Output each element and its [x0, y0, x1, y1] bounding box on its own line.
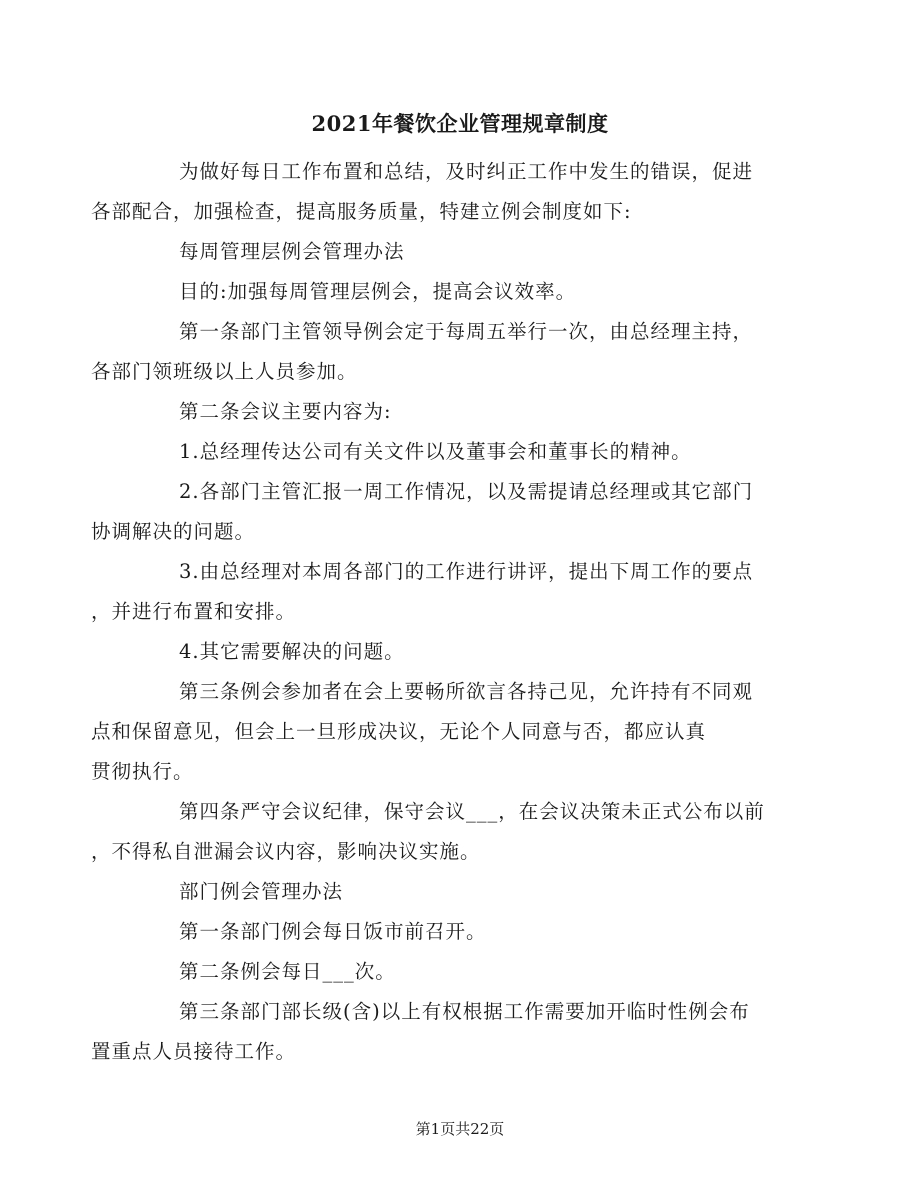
- paragraph-line: 协调解决的问题。: [91, 520, 256, 543]
- paragraph: [91, 672, 795, 792]
- paragraph: [135, 872, 795, 912]
- document-body: [91, 152, 795, 1072]
- paragraph-line: 1.总经理传达公司有关文件以及董事会和董事长的精神。: [179, 440, 692, 463]
- paragraph: [91, 992, 795, 1072]
- paragraph: [91, 312, 795, 392]
- paragraph-line: 第三条部门部长级(含)以上有权根据工作需要加开临时性例会布: [179, 1000, 750, 1023]
- paragraph-line: 第二条会议主要内容为:: [179, 400, 392, 423]
- paragraph: [91, 152, 795, 232]
- paragraph: [135, 392, 795, 432]
- paragraph-line: 为做好每日工作布置和总结，及时纠正工作中发生的错误，促进: [179, 160, 754, 183]
- paragraph: [135, 432, 795, 472]
- page-footer: 第1页共22页: [415, 1120, 505, 1138]
- paragraph-line: 第三条例会参加者在会上要畅所欲言各持己见，允许持有不同观: [179, 680, 754, 703]
- paragraph: [135, 632, 795, 672]
- paragraph-line: 目的:加强每周管理层例会，提高会议效率。: [179, 280, 577, 303]
- paragraph-line: ，不得私自泄漏会议内容，影响决议实施。: [91, 840, 481, 863]
- paragraph-line: 第二条例会每日___次。: [179, 960, 396, 983]
- paragraph: [91, 472, 795, 552]
- paragraph-line: 第四条严守会议纪律，保守会议___，在会议决策未正式公布以前: [179, 800, 765, 823]
- paragraph-line: 4.其它需要解决的问题。: [179, 640, 405, 663]
- paragraph: [135, 952, 795, 992]
- paragraph-line: 2.各部门主管汇报一周工作情况，以及需提请总经理或其它部门: [179, 480, 754, 503]
- paragraph-line: 各部门领班级以上人员参加。: [91, 360, 358, 383]
- paragraph-line: 各部配合，加强检查，提高服务质量，特建立例会制度如下:: [91, 200, 632, 223]
- paragraph-line: ，并进行布置和安排。: [91, 600, 297, 623]
- paragraph-line: 第一条部门主管领导例会定于每周五举行一次，由总经理主持，: [179, 320, 754, 343]
- paragraph: [135, 232, 795, 272]
- paragraph-line: 部门例会管理办法: [179, 880, 344, 903]
- paragraph-line: 3.由总经理对本周各部门的工作进行讲评，提出下周工作的要点: [179, 560, 754, 583]
- paragraph: [135, 912, 795, 952]
- document-title: 2021年餐饮企业管理规章制度: [311, 111, 609, 136]
- paragraph: [91, 552, 795, 632]
- paragraph-line: 贯彻执行。: [91, 760, 194, 783]
- paragraph-line: 每周管理层例会管理办法: [179, 240, 405, 263]
- paragraph: [135, 272, 795, 312]
- paragraph-line: 第一条部门例会每日饭市前召开。: [179, 920, 487, 943]
- paragraph-line: 置重点人员接待工作。: [91, 1040, 297, 1063]
- paragraph-line: 点和保留意见，但会上一旦形成决议，无论个人同意与否，都应认真: [91, 720, 707, 743]
- paragraph: [91, 792, 795, 872]
